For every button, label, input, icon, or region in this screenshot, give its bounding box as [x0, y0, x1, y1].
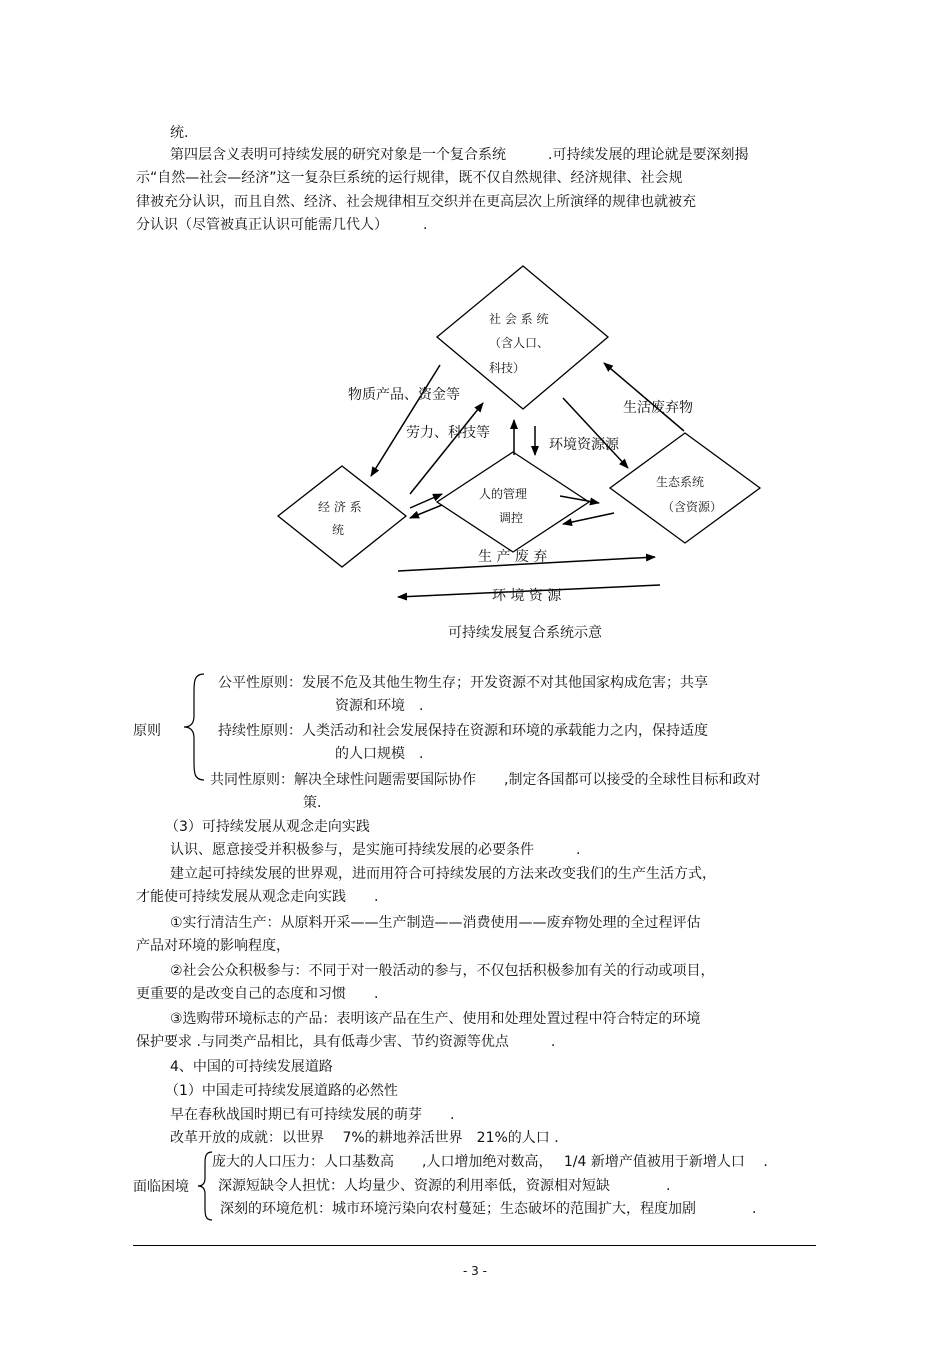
label-environment-resources: 环 境 资 源 [492, 588, 562, 604]
challenge-population: 庞大的人口压力：人口基数高 ,人口增加绝对数高， 1/4 新增产值被用于新增人口 . [212, 1154, 768, 1170]
label-production-waste: 生 产 废 弃 [478, 549, 548, 565]
intro-line-2: 示“自然—社会—经济”这一复杂巨系统的运行规律，既不仅自然规律、经济规律、社会规 [136, 170, 683, 186]
intro-line-0: 统. [170, 125, 189, 141]
section3-line-3: 才能使可持续发展从观念走向实践 . [136, 889, 379, 905]
section3-item2-line-1: ②社会公众积极参与：不同于对一般活动的参与，不仅包括积极参加有关的行动或项目， [170, 963, 715, 979]
principle-sustainability-line-1: 持续性原则：人类活动和社会发展保持在资源和环境的承载能力之内，保持适度 [218, 723, 708, 739]
section3-item3-line-1: ③选购带环境标志的产品：表明该产品在生产、使用和处理处置过程中符合特定的环境 [170, 1011, 701, 1027]
section4-heading: 4、中国的可持续发展道路 [170, 1059, 333, 1075]
principle-commonality-line-2: 策. [303, 795, 322, 811]
economic-system-diamond [278, 466, 406, 567]
section4-line-1: 早在春秋战国时期已有可持续发展的萌芽 . [170, 1107, 455, 1123]
label-living-waste: 生活废弃物 [623, 400, 693, 416]
social-system-label-1: 社 会 系 统 [489, 312, 549, 326]
arrow-human-to-eco [560, 496, 599, 503]
arrow-economic-to-social [410, 403, 483, 494]
diagram-caption: 可持续发展复合系统示意 [448, 625, 602, 641]
section3-line-2: 建立起可持续发展的世界观，进而用符合可持续发展的方法来改变我们的生产生活方式， [170, 866, 716, 882]
intro-line-1: 第四层含义表明可持续发展的研究对象是一个复合系统 .可持续发展的理论就是要深刻揭 [170, 147, 749, 163]
arrow-eco-to-social [604, 363, 684, 431]
section3-item2-line-2: 更重要的是改变自己的态度和习惯 . [136, 986, 379, 1002]
human-management-label-2: 调控 [499, 511, 524, 525]
principles-title: 原则 [133, 723, 161, 739]
arrow-economic-to-human [410, 494, 442, 508]
economic-system-label-2: 统 [332, 523, 345, 537]
section4-line-2: 改革开放的成就：以世界 7%的耕地养活世界 21%的人口 . [170, 1130, 559, 1146]
principle-equity-line-1: 公平性原则：发展不危及其他生物生存；开发资源不对其他国家构成危害；共享 [218, 675, 708, 691]
social-system-label-2: （含人口、 [489, 336, 550, 350]
arrow-social-to-economic [371, 365, 440, 476]
section3-heading: （3）可持续发展从观念走向实践 [165, 819, 370, 835]
principle-sustainability-line-2: 的人口规模 . [335, 746, 424, 762]
page-number: - 3 - [463, 1264, 487, 1278]
intro-line-4: 分认识（尽管被真正认识可能需几代人） . [136, 217, 428, 233]
label-material-products: 物质产品、资金等 [348, 387, 460, 403]
social-system-label-3: 科技） [489, 361, 526, 375]
intro-line-3: 律被充分认识，而且自然、经济、社会规律相互交织并在更高层次上所演绎的规律也就被充 [136, 194, 696, 210]
eco-system-label-1: 生态系统 [656, 475, 705, 489]
section3-line-1: 认识、愿意接受并积极参与，是实施可持续发展的必要条件 . [170, 842, 581, 858]
section3-item1-line-1: ①实行清洁生产：从原料开采——生产制造——消费使用——废弃物处理的全过程评估 [170, 915, 701, 931]
label-labor-technology: 劳力、科技等 [406, 425, 490, 441]
challenges-title: 面临困境 [133, 1179, 189, 1195]
arrow-social-to-eco [563, 398, 628, 468]
arrow-human-to-economic [410, 505, 442, 518]
principle-commonality-line-1: 共同性原则：解决全球性问题需要国际协作 ,制定各国都可以接受的全球性目标和政对 [210, 772, 761, 788]
human-management-label-1: 人的管理 [479, 487, 528, 501]
section3-item3-line-2: 保护要求 .与同类产品相比，具有低毒少害、节约资源等优点 . [136, 1034, 556, 1050]
challenge-environment: 深刻的环境危机：城市环境污染向农村蔓延；生态破坏的范围扩大，程度加剧 . [220, 1201, 757, 1217]
challenge-resources: 深源短缺令人担忧：人均量少、资源的利用率低，资源相对短缺 . [218, 1178, 671, 1194]
eco-system-label-2: （含资源） [662, 500, 723, 514]
principles-brace-icon [180, 672, 208, 782]
section3-item1-line-2: 产品对环境的影响程度， [136, 938, 290, 954]
label-environment-resource-source: 环境资源源 [549, 437, 619, 453]
principle-equity-line-2: 资源和环境 . [335, 698, 424, 714]
footer-divider [133, 1245, 816, 1246]
section4-subheading: （1）中国走可持续发展道路的必然性 [165, 1083, 398, 1099]
economic-system-label-1: 经 济 系 [318, 500, 362, 514]
